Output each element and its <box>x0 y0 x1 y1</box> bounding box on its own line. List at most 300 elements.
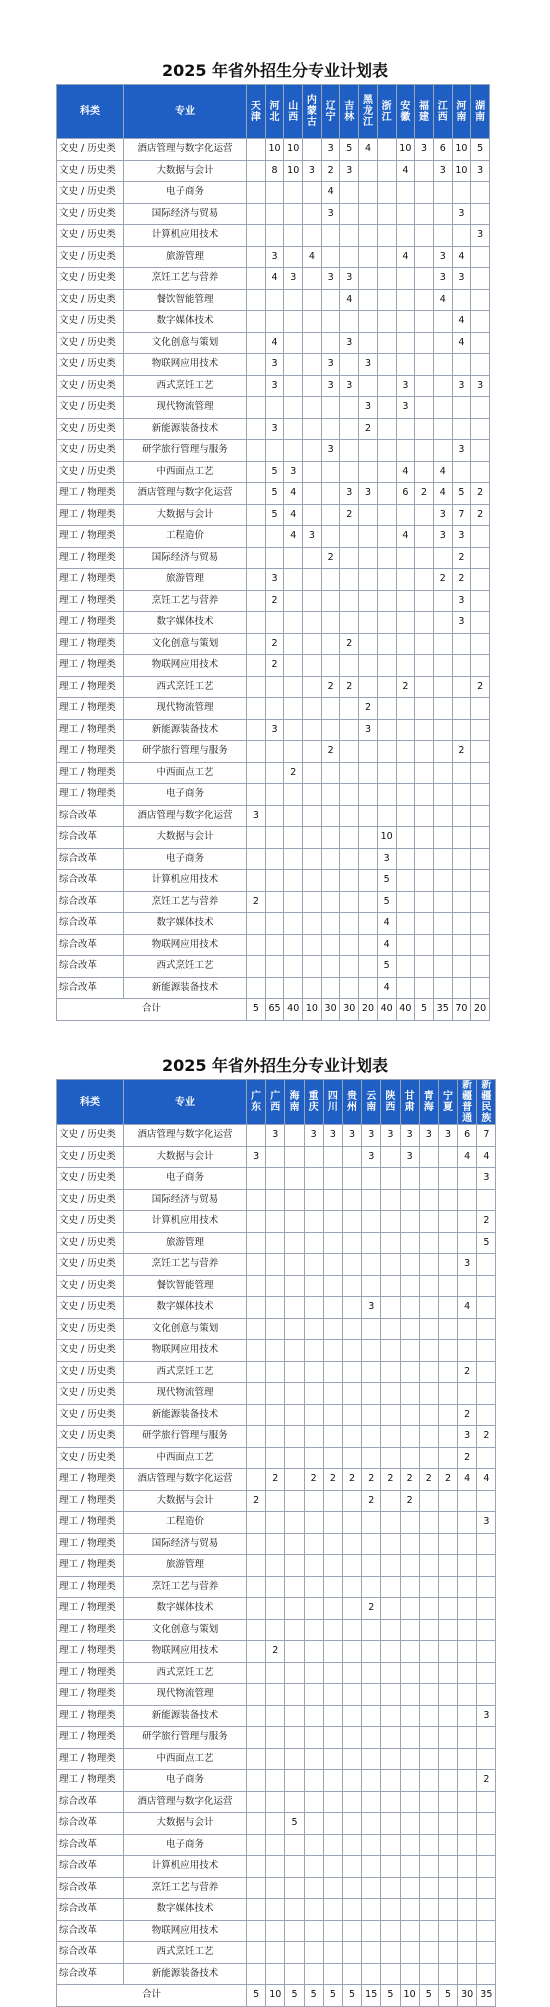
quota-cell <box>396 332 415 354</box>
quota-cell: 10 <box>265 139 284 161</box>
quota-cell <box>471 182 490 204</box>
category-cell: 理工 / 物理类 <box>57 698 124 720</box>
table-row <box>57 848 490 870</box>
quota-cell <box>362 1555 381 1577</box>
quota-cell <box>321 655 340 677</box>
quota-cell <box>438 1748 457 1770</box>
quota-cell: 3 <box>477 1512 496 1534</box>
quota-cell <box>381 1877 400 1899</box>
quota-cell <box>247 1920 266 1942</box>
quota-cell <box>285 1340 304 1362</box>
quota-cell: 3 <box>340 160 359 182</box>
category-cell: 理工 / 物理类 <box>57 547 124 569</box>
quota-cell <box>438 1770 457 1792</box>
quota-cell <box>247 1877 266 1899</box>
quota-cell <box>438 1727 457 1749</box>
quota-cell <box>303 547 322 569</box>
quota-cell <box>323 1942 342 1964</box>
quota-cell <box>438 1576 457 1598</box>
quota-cell <box>477 1641 496 1663</box>
major-cell: 物联网应用技术 <box>124 655 247 677</box>
quota-cell <box>415 784 434 806</box>
quota-cell <box>323 1340 342 1362</box>
major-cell: 中西面点工艺 <box>124 1748 247 1770</box>
quota-cell <box>342 1770 361 1792</box>
quota-cell <box>342 1877 361 1899</box>
major-cell: 国际经济与贸易 <box>124 1189 247 1211</box>
header-province: 贵州 <box>342 1080 361 1125</box>
quota-cell <box>266 1619 285 1641</box>
quota-cell <box>247 698 266 720</box>
quota-cell <box>266 1254 285 1276</box>
quota-cell <box>381 1275 400 1297</box>
quota-cell <box>396 633 415 655</box>
quota-cell <box>247 461 266 483</box>
table-row <box>57 1942 496 1964</box>
quota-cell <box>285 1533 304 1555</box>
quota-cell <box>359 741 378 763</box>
quota-cell: 2 <box>458 1447 477 1469</box>
header-province: 江西 <box>433 85 452 139</box>
quota-cell <box>303 569 322 591</box>
table-row <box>57 1211 496 1233</box>
quota-cell <box>381 1641 400 1663</box>
table-row <box>57 1383 496 1405</box>
quota-cell <box>359 203 378 225</box>
total-cell: 30 <box>321 999 340 1021</box>
quota-cell <box>452 956 471 978</box>
major-cell: 餐饮智能管理 <box>124 289 247 311</box>
quota-cell <box>415 934 434 956</box>
quota-cell <box>477 1576 496 1598</box>
quota-cell <box>438 1963 457 1985</box>
quota-cell: 3 <box>321 139 340 161</box>
quota-cell <box>247 590 266 612</box>
major-cell: 数字媒体技术 <box>124 913 247 935</box>
quota-cell <box>433 633 452 655</box>
quota-cell <box>415 461 434 483</box>
quota-cell <box>285 1232 304 1254</box>
quota-cell <box>266 1232 285 1254</box>
quota-cell <box>471 848 490 870</box>
quota-cell <box>362 1211 381 1233</box>
quota-cell: 3 <box>265 569 284 591</box>
quota-cell: 2 <box>321 160 340 182</box>
quota-cell <box>419 1168 438 1190</box>
quota-cell <box>438 1447 457 1469</box>
quota-cell <box>323 1834 342 1856</box>
header-province: 新疆民族 <box>477 1080 496 1125</box>
quota-cell <box>377 547 396 569</box>
quota-cell <box>284 934 303 956</box>
major-cell: 烹饪工艺与营养 <box>124 891 247 913</box>
quota-cell: 2 <box>438 1469 457 1491</box>
quota-cell <box>458 1533 477 1555</box>
quota-cell <box>266 1404 285 1426</box>
category-cell: 文史 / 历史类 <box>57 418 124 440</box>
quota-cell <box>458 1490 477 1512</box>
table-row <box>57 354 490 376</box>
total-cell: 5 <box>323 1985 342 2007</box>
quota-cell <box>419 1920 438 1942</box>
header-category: 科类 <box>57 85 124 139</box>
quota-cell <box>284 676 303 698</box>
total-cell: 35 <box>477 1985 496 2007</box>
quota-cell: 3 <box>415 139 434 161</box>
major-cell: 文化创意与策划 <box>124 332 247 354</box>
quota-cell <box>266 1899 285 1921</box>
major-cell: 电子商务 <box>124 784 247 806</box>
quota-cell <box>415 827 434 849</box>
table-row <box>57 1641 496 1663</box>
quota-cell <box>323 1533 342 1555</box>
quota-cell: 3 <box>419 1125 438 1147</box>
quota-cell <box>452 891 471 913</box>
quota-cell <box>362 1168 381 1190</box>
category-cell: 综合改革 <box>57 1899 124 1921</box>
quota-cell <box>458 1619 477 1641</box>
quota-cell <box>321 504 340 526</box>
quota-cell <box>323 1856 342 1878</box>
quota-cell <box>381 1899 400 1921</box>
quota-cell <box>247 1705 266 1727</box>
quota-cell <box>265 956 284 978</box>
major-cell: 新能源装备技术 <box>124 977 247 999</box>
quota-cell <box>452 655 471 677</box>
quota-cell <box>381 1963 400 1985</box>
quota-cell <box>303 977 322 999</box>
quota-cell <box>458 1834 477 1856</box>
quota-cell <box>304 1361 323 1383</box>
category-cell: 理工 / 物理类 <box>57 1727 124 1749</box>
quota-cell <box>458 1813 477 1835</box>
quota-cell: 5 <box>377 891 396 913</box>
quota-cell <box>247 483 266 505</box>
quota-cell <box>247 1576 266 1598</box>
quota-cell <box>342 1641 361 1663</box>
quota-cell <box>265 547 284 569</box>
total-label: 合计 <box>57 999 247 1021</box>
major-cell: 大数据与会计 <box>124 1490 247 1512</box>
category-cell: 综合改革 <box>57 1942 124 1964</box>
category-cell: 文史 / 历史类 <box>57 1426 124 1448</box>
quota-cell <box>247 268 266 290</box>
quota-cell <box>266 1275 285 1297</box>
total-cell: 40 <box>396 999 415 1021</box>
quota-cell <box>285 1684 304 1706</box>
quota-cell <box>340 934 359 956</box>
quota-cell <box>396 569 415 591</box>
quota-cell <box>438 1856 457 1878</box>
quota-cell: 2 <box>471 504 490 526</box>
quota-cell: 3 <box>340 268 359 290</box>
quota-cell <box>433 870 452 892</box>
quota-cell <box>323 1490 342 1512</box>
quota-cell <box>419 1361 438 1383</box>
quota-cell <box>266 1426 285 1448</box>
quota-cell <box>247 375 266 397</box>
quota-cell <box>477 1662 496 1684</box>
quota-cell <box>471 332 490 354</box>
quota-cell: 4 <box>284 504 303 526</box>
quota-cell <box>381 1211 400 1233</box>
quota-cell: 2 <box>266 1641 285 1663</box>
quota-cell: 2 <box>284 762 303 784</box>
category-cell: 理工 / 物理类 <box>57 1555 124 1577</box>
header-province: 湖南 <box>471 85 490 139</box>
quota-cell: 5 <box>477 1232 496 1254</box>
quota-cell <box>433 676 452 698</box>
quota-cell <box>362 1963 381 1985</box>
quota-cell <box>342 1791 361 1813</box>
quota-cell: 3 <box>452 268 471 290</box>
quota-cell <box>400 1856 419 1878</box>
quota-cell <box>377 225 396 247</box>
major-cell: 物联网应用技术 <box>124 1641 247 1663</box>
quota-cell: 4 <box>396 160 415 182</box>
quota-cell <box>433 891 452 913</box>
quota-cell <box>321 590 340 612</box>
quota-cell <box>265 762 284 784</box>
quota-cell <box>266 1791 285 1813</box>
total-cell: 5 <box>381 1985 400 2007</box>
total-cell: 10 <box>400 1985 419 2007</box>
quota-cell <box>247 1942 266 1964</box>
quota-cell <box>285 1555 304 1577</box>
quota-cell <box>321 805 340 827</box>
category-cell: 理工 / 物理类 <box>57 612 124 634</box>
quota-cell <box>377 332 396 354</box>
category-cell: 综合改革 <box>57 1791 124 1813</box>
major-cell: 研学旅行管理与服务 <box>124 1426 247 1448</box>
quota-cell <box>377 504 396 526</box>
quota-cell <box>321 848 340 870</box>
header-province: 福建 <box>415 85 434 139</box>
table-row <box>57 311 490 333</box>
quota-cell: 3 <box>452 590 471 612</box>
quota-cell <box>415 741 434 763</box>
header-province: 云南 <box>362 1080 381 1125</box>
quota-cell <box>400 1791 419 1813</box>
quota-cell <box>415 805 434 827</box>
quota-cell <box>419 1533 438 1555</box>
quota-cell <box>362 1576 381 1598</box>
quota-cell <box>285 1899 304 1921</box>
quota-cell <box>359 289 378 311</box>
quota-cell <box>438 1275 457 1297</box>
quota-cell <box>304 1232 323 1254</box>
quota-cell <box>359 569 378 591</box>
table-row <box>57 1662 496 1684</box>
quota-cell <box>247 1275 266 1297</box>
category-cell: 文史 / 历史类 <box>57 1232 124 1254</box>
quota-cell <box>285 1318 304 1340</box>
quota-cell <box>285 1619 304 1641</box>
quota-cell <box>303 891 322 913</box>
quota-cell <box>359 633 378 655</box>
total-cell: 5 <box>304 1985 323 2007</box>
quota-cell <box>303 590 322 612</box>
table-row <box>57 956 490 978</box>
quota-cell: 3 <box>452 375 471 397</box>
table-row <box>57 977 490 999</box>
quota-cell: 3 <box>303 160 322 182</box>
quota-cell <box>471 354 490 376</box>
quota-cell <box>400 1684 419 1706</box>
quota-cell <box>400 1340 419 1362</box>
quota-cell <box>400 1705 419 1727</box>
quota-cell <box>433 762 452 784</box>
quota-cell: 2 <box>342 1469 361 1491</box>
quota-cell <box>321 934 340 956</box>
quota-cell <box>458 1748 477 1770</box>
quota-cell <box>415 547 434 569</box>
category-cell: 综合改革 <box>57 805 124 827</box>
quota-cell <box>323 1297 342 1319</box>
quota-cell <box>458 1877 477 1899</box>
quota-cell <box>285 1942 304 1964</box>
total-cell: 35 <box>433 999 452 1021</box>
quota-cell <box>247 526 266 548</box>
quota-cell: 2 <box>321 741 340 763</box>
quota-cell <box>419 1942 438 1964</box>
quota-cell: 4 <box>377 934 396 956</box>
quota-cell: 5 <box>340 139 359 161</box>
quota-cell <box>247 1791 266 1813</box>
quota-cell: 3 <box>342 1125 361 1147</box>
quota-cell <box>438 1899 457 1921</box>
quota-cell <box>342 1684 361 1706</box>
quota-cell <box>477 1813 496 1835</box>
category-cell: 理工 / 物理类 <box>57 504 124 526</box>
quota-cell <box>477 1361 496 1383</box>
quota-cell <box>303 848 322 870</box>
quota-cell <box>458 1856 477 1878</box>
quota-cell <box>438 1383 457 1405</box>
quota-cell <box>247 1684 266 1706</box>
quota-cell: 10 <box>452 160 471 182</box>
major-cell: 西式烹饪工艺 <box>124 676 247 698</box>
table-row <box>57 182 490 204</box>
quota-cell <box>438 1168 457 1190</box>
total-cell: 10 <box>303 999 322 1021</box>
quota-cell <box>342 1297 361 1319</box>
category-cell: 理工 / 物理类 <box>57 1684 124 1706</box>
quota-cell <box>342 1555 361 1577</box>
quota-cell <box>266 1555 285 1577</box>
quota-cell <box>458 1512 477 1534</box>
quota-cell: 4 <box>452 246 471 268</box>
quota-cell: 2 <box>477 1426 496 1448</box>
quota-cell <box>247 1512 266 1534</box>
quota-cell <box>304 1533 323 1555</box>
quota-cell <box>304 1447 323 1469</box>
quota-cell <box>419 1963 438 1985</box>
quota-cell <box>471 655 490 677</box>
quota-cell <box>285 1770 304 1792</box>
plan-table-2 <box>56 1079 496 2007</box>
plan-table-1 <box>56 84 490 1021</box>
quota-cell <box>340 590 359 612</box>
quota-cell <box>321 719 340 741</box>
quota-cell <box>381 1146 400 1168</box>
header-province: 青海 <box>419 1080 438 1125</box>
quota-cell <box>265 526 284 548</box>
quota-cell <box>381 1447 400 1469</box>
quota-cell <box>323 1748 342 1770</box>
category-cell: 理工 / 物理类 <box>57 676 124 698</box>
quota-cell <box>377 483 396 505</box>
quota-cell <box>323 1899 342 1921</box>
quota-cell <box>419 1576 438 1598</box>
quota-cell <box>303 440 322 462</box>
quota-cell <box>303 762 322 784</box>
quota-cell: 3 <box>452 440 471 462</box>
table-row <box>57 1920 496 1942</box>
quota-cell: 5 <box>285 1813 304 1835</box>
category-cell: 理工 / 物理类 <box>57 569 124 591</box>
table-row <box>57 1533 496 1555</box>
header-province: 新疆普通 <box>458 1080 477 1125</box>
major-cell: 国际经济与贸易 <box>124 203 247 225</box>
quota-cell <box>323 1211 342 1233</box>
quota-cell <box>433 375 452 397</box>
quota-cell <box>247 504 266 526</box>
quota-cell <box>247 956 266 978</box>
quota-cell <box>247 139 266 161</box>
category-cell: 文史 / 历史类 <box>57 1168 124 1190</box>
quota-cell <box>415 870 434 892</box>
quota-cell <box>415 246 434 268</box>
total-cell: 20 <box>471 999 490 1021</box>
quota-cell <box>452 182 471 204</box>
quota-cell <box>342 1856 361 1878</box>
quota-cell <box>321 526 340 548</box>
quota-cell <box>247 1662 266 1684</box>
quota-cell <box>285 1748 304 1770</box>
major-cell: 西式烹饪工艺 <box>124 375 247 397</box>
quota-cell <box>323 1598 342 1620</box>
quota-cell <box>247 440 266 462</box>
major-cell: 电子商务 <box>124 1168 247 1190</box>
quota-cell <box>359 977 378 999</box>
quota-cell: 3 <box>433 504 452 526</box>
quota-cell: 4 <box>452 311 471 333</box>
quota-cell <box>396 956 415 978</box>
table-row <box>57 1189 496 1211</box>
quota-cell <box>419 1684 438 1706</box>
quota-cell <box>266 1146 285 1168</box>
quota-cell <box>400 1641 419 1663</box>
quota-cell <box>247 655 266 677</box>
quota-cell <box>266 1512 285 1534</box>
quota-cell <box>433 354 452 376</box>
quota-cell: 2 <box>381 1469 400 1491</box>
quota-cell <box>419 1813 438 1835</box>
quota-cell <box>340 762 359 784</box>
quota-cell <box>400 1942 419 1964</box>
major-cell: 研学旅行管理与服务 <box>124 1727 247 1749</box>
quota-cell <box>471 440 490 462</box>
quota-cell <box>396 354 415 376</box>
quota-cell: 5 <box>265 504 284 526</box>
quota-cell <box>433 784 452 806</box>
quota-cell <box>303 633 322 655</box>
quota-cell <box>396 977 415 999</box>
table-row <box>57 1490 496 1512</box>
quota-cell <box>321 698 340 720</box>
quota-cell <box>303 375 322 397</box>
